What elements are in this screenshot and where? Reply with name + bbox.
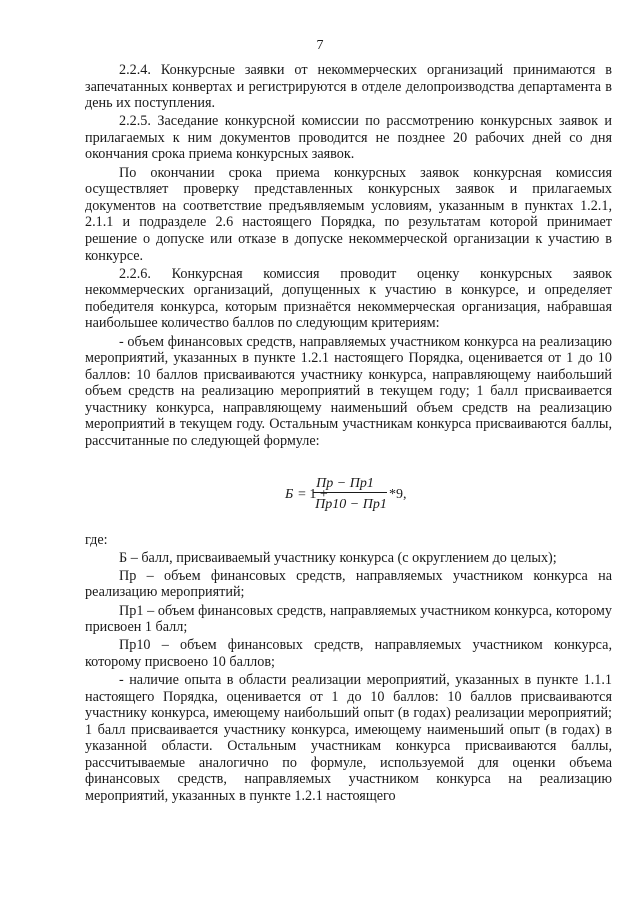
definition-pr1: Пр1 – объем финансовых средств, направляемых участником конкурса, которому присвоен 1 балл; [85,602,612,636]
formula-eq: = 1 + [298,486,328,502]
paragraph-review: По окончании срока приема конкурсных заявок конкурсная комиссия осуществляет проверку представленных конкурсных заявок и прилагаемых документов на соответствие предъявляемым условиям, указанным в пунктах 1.2.1, 2.1.1 и подразделе 2.6 настоящего Порядка, по результатам которой принимает решение о допуске или отказе в допуске некоммерческой организации к участию в конкурсе. [85,164,612,264]
score-formula [85,472,612,512]
formula-numerator: Пр − Пр1 [316,475,374,491]
formula-graphic [285,472,505,512]
definition-pr10: Пр10 – объем финансовых средств, направляемых участником конкурса, которому присвоено 10 баллов; [85,637,612,670]
paragraph-2-2-4: 2.2.4. Конкурсные заявки от некоммерческих организаций принимаются в запечатанных конвертах и регистрируются в отделе делопроизводства департамента в день их поступления. [85,62,612,112]
where-label: где: [85,531,108,548]
criterion-experience: - наличие опыта в области реализации мероприятий, указанных в пункте 1.1.1 настоящего Порядка, оценивается от 1 до 10 баллов: 10 баллов присваиваются участнику конкурса, имеющему наибольший опыт (в годах) реализации мероприятий; 1 балл присваивается участнику конкурса, имеющему наименьший опыт (в годах) в указанной области. Остальным участникам конкурса присваиваются баллы, рассчитываемые аналогично по формуле, используемой для оценки объема финансовых средств, направляемых участником конкурса на реализацию мероприятий, указанных в пункте 1.2.1 настоящего [85,671,612,805]
definition-pr: Пр – объем финансовых средств, направляемых участником конкурса на реализацию мероприятий; [85,567,612,601]
definition-b: Б – балл, присваиваемый участнику конкурса (с округлением до целых); [119,549,557,566]
formula-lhs: Б [285,486,294,502]
document-body [85,62,612,806]
page-number: 7 [316,38,324,53]
paragraph-2-2-6: 2.2.6. Конкурсная комиссия проводит оценку конкурсных заявок некоммерческих организаций, допущенных к участию в конкурсе, и определяет победителя конкурса, которым признаётся некоммерческая организация, набравшая наибольшее количество баллов по следующим критериям: [85,265,612,332]
formula-denominator: Пр10 − Пр1 [315,496,387,512]
formula-tail: *9, [389,486,407,502]
paragraph-2-2-5: 2.2.5. Заседание конкурсной комиссии по рассмотрению конкурсных заявок и прилагаемых к ним документов проводится не позднее 20 рабочих дней со дня окончания срока приема конкурсных заявок. [85,113,612,163]
criterion-finance: - объем финансовых средств, направляемых участником конкурса на реализацию мероприятий, указанных в пункте 1.2.1 настоящего Порядка, оценивается от 1 до 10 баллов: 10 баллов присваиваются участнику конкурса, направляющему наибольший объем средств на реализацию мероприятий в текущем году; 1 балл присваивается участнику конкурса, направляющему наименьший объем средств на реализацию мероприятий в текущем году. Остальным участникам конкурса присваиваются баллы, рассчитанные по следующей формуле: [85,333,612,450]
